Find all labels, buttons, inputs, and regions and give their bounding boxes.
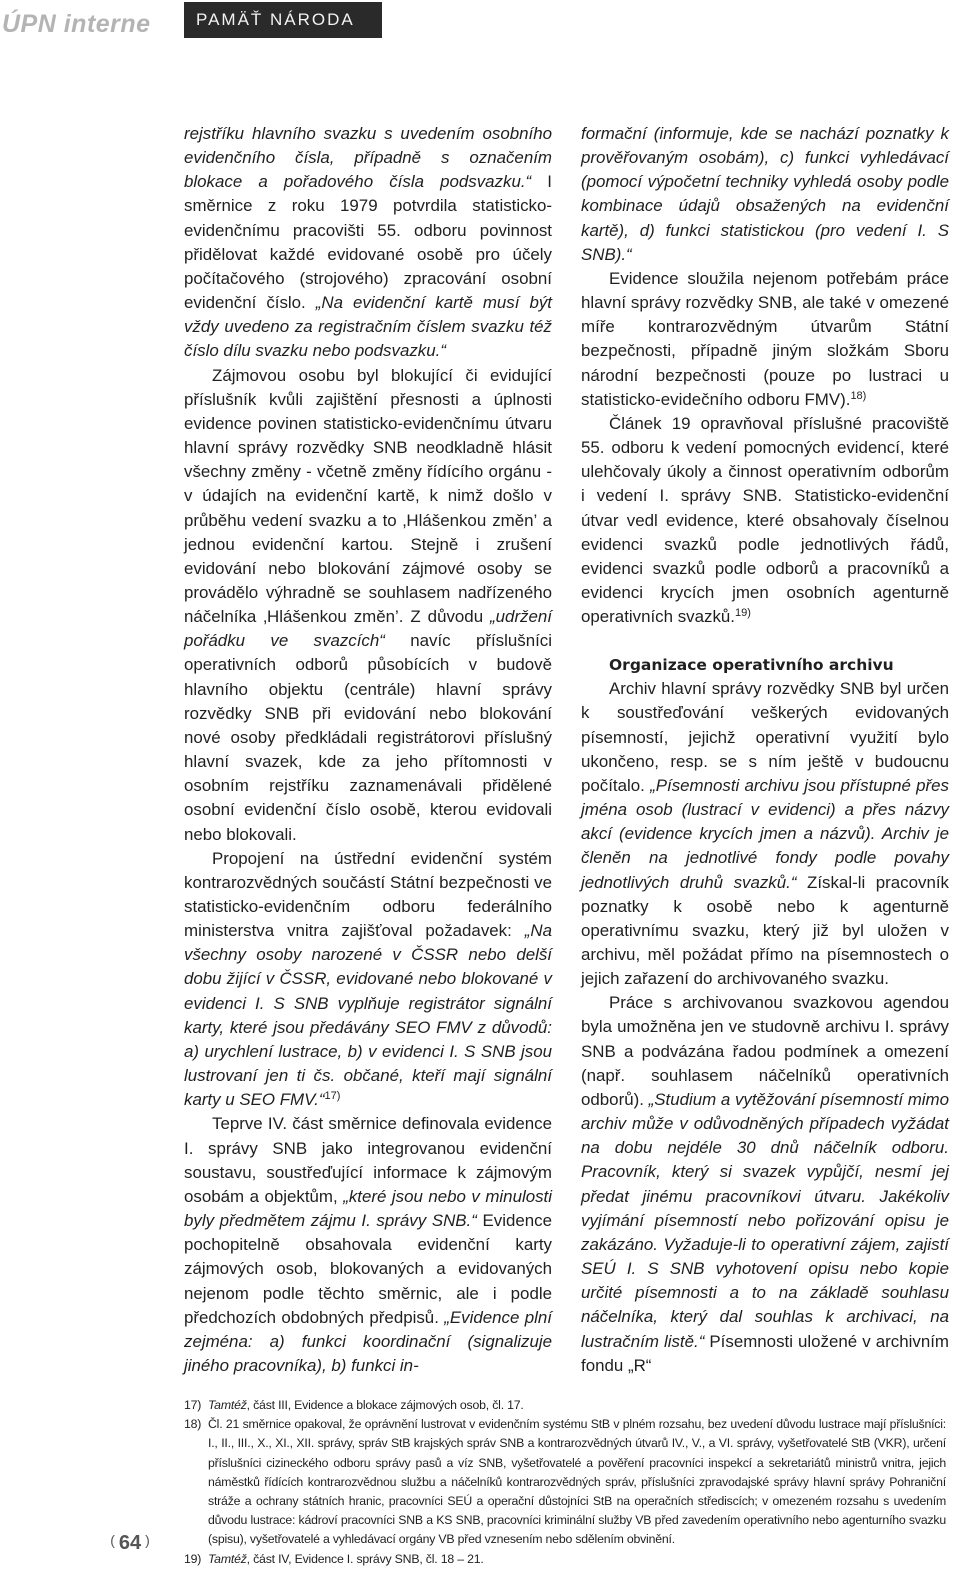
footnote-text — [208, 1550, 946, 1569]
footnote-number: 18) — [184, 1417, 202, 1432]
footnote — [184, 1550, 946, 1569]
footnote-ref: 18) — [850, 389, 867, 402]
text-run: Archiv hlavní správy rozvědky SNB byl určen k soustřeďování veškerých evidovaných písemností, jejichž operativní využití bylo ukončeno, resp. se s ním ještě v budoucnu počítalo. — [581, 679, 949, 795]
paragraph — [184, 122, 552, 364]
italic-run: „které jsou nebo v minulosti byly předmětem zájmu I. správy SNB.“ — [184, 1186, 552, 1231]
italic-run: formační (informuje, kde se nachází poznatky k prověřovaným osobám), c) funkci vyhledávací (pomocí výpočetní techniky vyhledá osoby podle kombinace údajů obsažených na evidenční kartě), d) funkci statistickou (pro vedení I. S SNB).“ — [581, 124, 949, 264]
series-label: PAMÄŤ NÁRODA — [184, 2, 382, 38]
footnote — [184, 1396, 946, 1415]
text-run: Evidence pochopitelně obsahovala evidenční karty zájmových osob, blokovaných a evidovaných nejenom podle těchto směrnic, ale i podle předchozích obdobných předpisů. — [184, 1211, 552, 1327]
text-run: Čl. 21 směrnice opakoval, že oprávnění lustrovat v evidenčním systému StB v plném rozsahu, bez uvedení důvodu lustrace mají příslušníci: I., II., III., X., XI., XII. správy, správ StB krajských správ SNB a kontrarozvědných útvarů IV., V., a VI. správy, vyšetřovatelé StB (VKR), určení příslušníci cizineckého odboru správy pasů a víz SNB, vyšetřovatelé a pověření pracovníci inspekcí a sekretariátů ministrů vnitra, jejich náměstků řídících kontrarozvědnou službu a náčelníků kontrarozvědných správ, příslušníci zpravodajské správy hlavní správy Pohraniční stráže a ochrany státních hranic, pracovníci SEÚ a operační důstojníci StB na operačních střediscích; v omezeném rozsahu s uvedením důvodu lustrace: kádroví pracovníci SNB a KS SNB, pracovníci kriminální služby VB před zavedením operativního nebo agenturního svazku (spisu), vyšetřovatelé a vyhledávací orgány VB před vznesením nebo sdělením obvinění. — [208, 1417, 946, 1547]
text-run: Teprve IV. část směrnice definovala evidence I. správy SNB jako integrovanou evidenční soustavu, soustřeďující informace k zájmovým osobám a objektům, — [184, 1114, 552, 1206]
text-run: , část III, Evidence a blokace zájmových osob, čl. 17. — [246, 1398, 524, 1412]
footnote-ref: 17) — [324, 1090, 341, 1103]
text-run: Propojení na ústřední evidenční systém kontrarozvědných součástí Státní bezpečnosti ve statisticko-evidenčním odboru federálního ministerstva vnitra zajišťoval požadavek: — [184, 848, 552, 941]
footnote-number: 19) — [184, 1551, 202, 1566]
right-column — [581, 122, 949, 1378]
footnote-text — [208, 1415, 946, 1549]
text-run: , část IV, Evidence I. správy SNB, čl. 18 – 21. — [246, 1551, 484, 1566]
footnote-text — [208, 1396, 946, 1415]
italic-run: „Na všechny osoby narozené v ČSSR nebo delší dobu žijící v ČSSR, evidované nebo blokované v evidenci I. S SNB vyplňuje registrátor signální karty, které jsou předávány SEO FMV z důvodů: a) urychlení lustrace, b) v evidenci I. S SNB jsou lustrovaní jen ti čs. občané, kteří mají signální karty u SEO FMV.“ — [184, 921, 552, 1110]
text-run: Článek 19 opravňoval příslušné pracoviště 55. odboru k vedení pomocných evidencí, které ulehčovaly úkoly a činnost operativním odborům i vedení I. správy SNB. Statisticko-evidenční útvar vedl evidence, které obsahovaly číselnou evidenci svazků podle jednotlivých řádů, evidenci svazků podle odborů a pracovníků a evidenci krycích jmen osobních agenturně operativních svazků. — [581, 413, 949, 627]
text-run: Evidence sloužila nejenom potřebám práce hlavní správy rozvědky SNB, ale také v omezené míře kontrarozvědným útvarům Státní bezpečnosti, případně jiným složkám Sboru národní bezpečnosti (pouze po lustraci u statisticko-evidečního odboru FMV). — [581, 268, 949, 409]
section-heading: Organizace operativního archivu — [609, 656, 894, 675]
paragraph — [184, 1112, 552, 1378]
italic-run: „Písemnosti archivu jsou přístupné přes jména osob (lustrací v evidenci) a přes názvy akcí (evidence krycích jmen a názvů). Archiv je členěn na jednotlivé fondy podle povahy jednotlivých druhů svazků.“ — [581, 775, 949, 892]
paragraph — [581, 991, 949, 1378]
footnote-number: 17) — [184, 1398, 202, 1412]
text-run: Písemnosti uložené v archivním fondu „R“ — [581, 1331, 949, 1375]
page-number: ( 64 ) — [110, 1532, 150, 1554]
text-run: Získal-li pracovník poznatky k osobě nebo k agenturně operativnímu svazku, který již byl uložen v archivu, měl požádat přímo na písemnostech o jejich zařazení do archivovaného svazku. — [581, 872, 949, 989]
footnotes — [184, 1396, 946, 1569]
footnote — [184, 1415, 946, 1549]
text-run: I směrnice z roku 1979 potvrdila statisticko-evidenčnímu pracovišti 55. odboru povinnost přidělovat každé evidované osobě pro účely počítačového (strojového) zpracování osobní evidenční číslo. — [184, 172, 552, 313]
text-run: Zájmovou osobu byl blokující či evidující příslušník kvůli zajištění přesnosti a úplnosti evidence povinen statisticko-evidenčnímu útvaru hlavní správy rozvědky SNB neodkladně hlásit všechny změny - včetně změny řídícího orgánu - v údajích na evidenční kartě, k nimž došlo v průběhu vedení svazku a to ‚Hlášenkou změn’ a jednou evidenční kartou. Stejně i zrušení evidování nebo blokování zájmové osoby se provádělo výhradně se souhlasem nadřízeného náčelníka ‚Hlášenkou změn’. Z důvodu — [184, 365, 552, 627]
italic-run: Tamtéž — [208, 1398, 247, 1412]
paragraph — [581, 677, 949, 991]
italic-run: „udržení pořádku ve svazcích“ — [184, 607, 552, 651]
paragraph — [581, 122, 949, 267]
paragraph — [581, 267, 949, 412]
text-run: Práce s archivovanou svazkovou agendou byla umožněna jen ve studovně archivu I. správy SNB a podvázána řadou podmínek a omezení (např. souhlasem náčelníků operativních odborů). — [581, 993, 949, 1109]
footnote-ref: 19) — [734, 607, 751, 620]
page-number-digits: 64 — [118, 1532, 142, 1554]
section-label: ÚPN interne — [2, 10, 151, 38]
paragraph — [184, 364, 552, 847]
paragraph — [184, 847, 552, 1113]
italic-run: „Na evidenční kartě musí být vždy uvedeno za registračním číslem svazku též číslo dílu svazku nebo podsvazku.“ — [184, 293, 552, 361]
left-column — [184, 122, 552, 1378]
italic-run: Tamtéž — [208, 1551, 247, 1566]
italic-run: „Studium a vytěžování písemností mimo archiv může v odůvodněných případech vyžádat na dobu nejdéle 30 dnů náčelník odboru. Pracovník, který si svazek vypůjčí, nesmí jej předat jinému pracovníkovi útvaru. Jakékoliv vyjímání písemností nebo pořizování opisu je zakázáno. Vyžaduje-li to operativní zájem, zajistí SEÚ I. S SNB vyhotovení opisu nebo kopie určité písemnosti a to na základě souhlasu náčelníka, který dal souhlas k archivaci, na lustračním listě.“ — [581, 1089, 950, 1351]
italic-run: rejstříku hlavního svazku s uvedením osobního evidenčního čísla, případně s označením blokace a pořadového čísla podsvazku.“ — [184, 124, 552, 192]
paragraph — [581, 412, 949, 629]
text-run: navíc příslušníci operativních odborů působících v budově hlavního objektu (centrále) hlavní správy rozvědky SNB při evidování nebo blokování nové osoby předkládali registrátorovi příslušný hlavní svazek, kde za jeho přítomnosti v osobním rejstříku zaznamenávali přidělené osobní evidenční číslo osobě, kterou evidovali nebo blokovali. — [184, 631, 552, 844]
italic-run: „Evidence plní zejména: a) funkci koordinační (signalizuje jiného pracovníka), b) funkci in- — [184, 1307, 552, 1375]
